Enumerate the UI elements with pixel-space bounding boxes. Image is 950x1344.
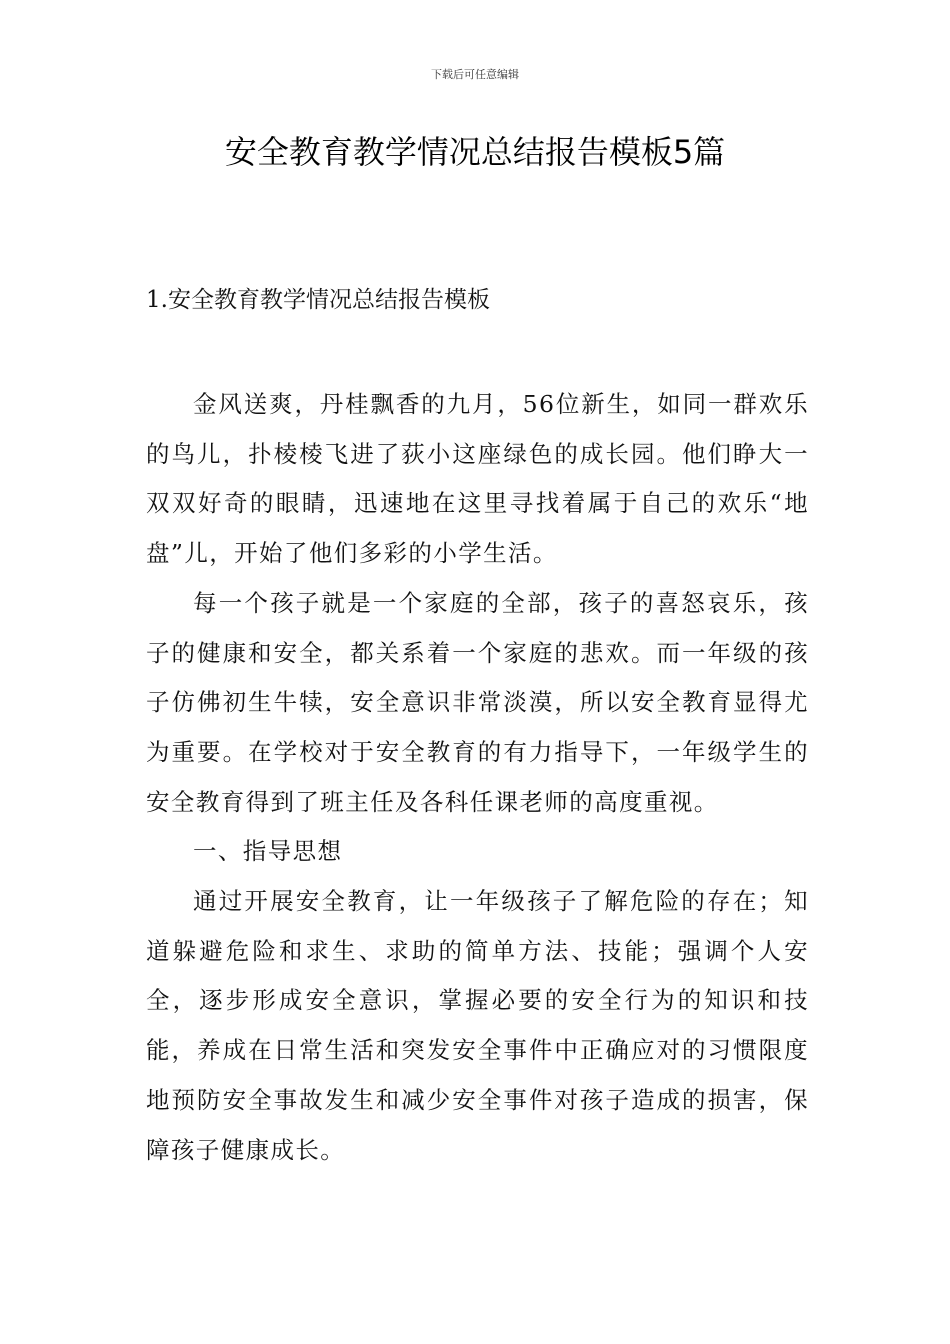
paragraph-guiding-ideology: 通过开展安全教育，让一年级孩子了解危险的存在；知道躲避危险和求生、求助的简单方法、技能；强调个人安全，逐步形成安全意识，掌握必要的安全行为的知识和技能，养成在日常生活和突发安全事件中正确应对的习惯限度地预防安全事故发生和减少安全事件对孩子造成的损害，保障孩子健康成长。 [146, 887, 809, 1164]
paragraph-importance: 每一个孩子就是一个家庭的全部，孩子的喜怒哀乐，孩子的健康和安全，都关系着一个家庭的悲欢。而一年级的孩子仿佛初生牛犊，安全意识非常淡漠，所以安全教育显得尤为重要。在学校对于安全教育的有力指导下，一年级学生的安全教育得到了班主任及各科任课老师的高度重视。 [146, 588, 809, 816]
document-title: 安全教育教学情况总结报告模板5篇 [224, 133, 726, 171]
section-heading: 1.安全教育教学情况总结报告模板 [146, 287, 490, 313]
paragraph-intro: 金风送爽，丹桂飘香的九月，56位新生，如同一群欢乐的鸟儿，扑棱棱飞进了荻小这座绿色的成长园。他们睁大一双双好奇的眼睛，迅速地在这里寻找着属于自己的欢乐“地盘”儿，开始了他们多彩的小学生活。 [146, 390, 809, 568]
document-body [146, 380, 809, 1175]
subheading-guiding-ideology: 一、指导思想 [193, 837, 343, 866]
header-note: 下载后可任意编辑 [431, 68, 519, 81]
